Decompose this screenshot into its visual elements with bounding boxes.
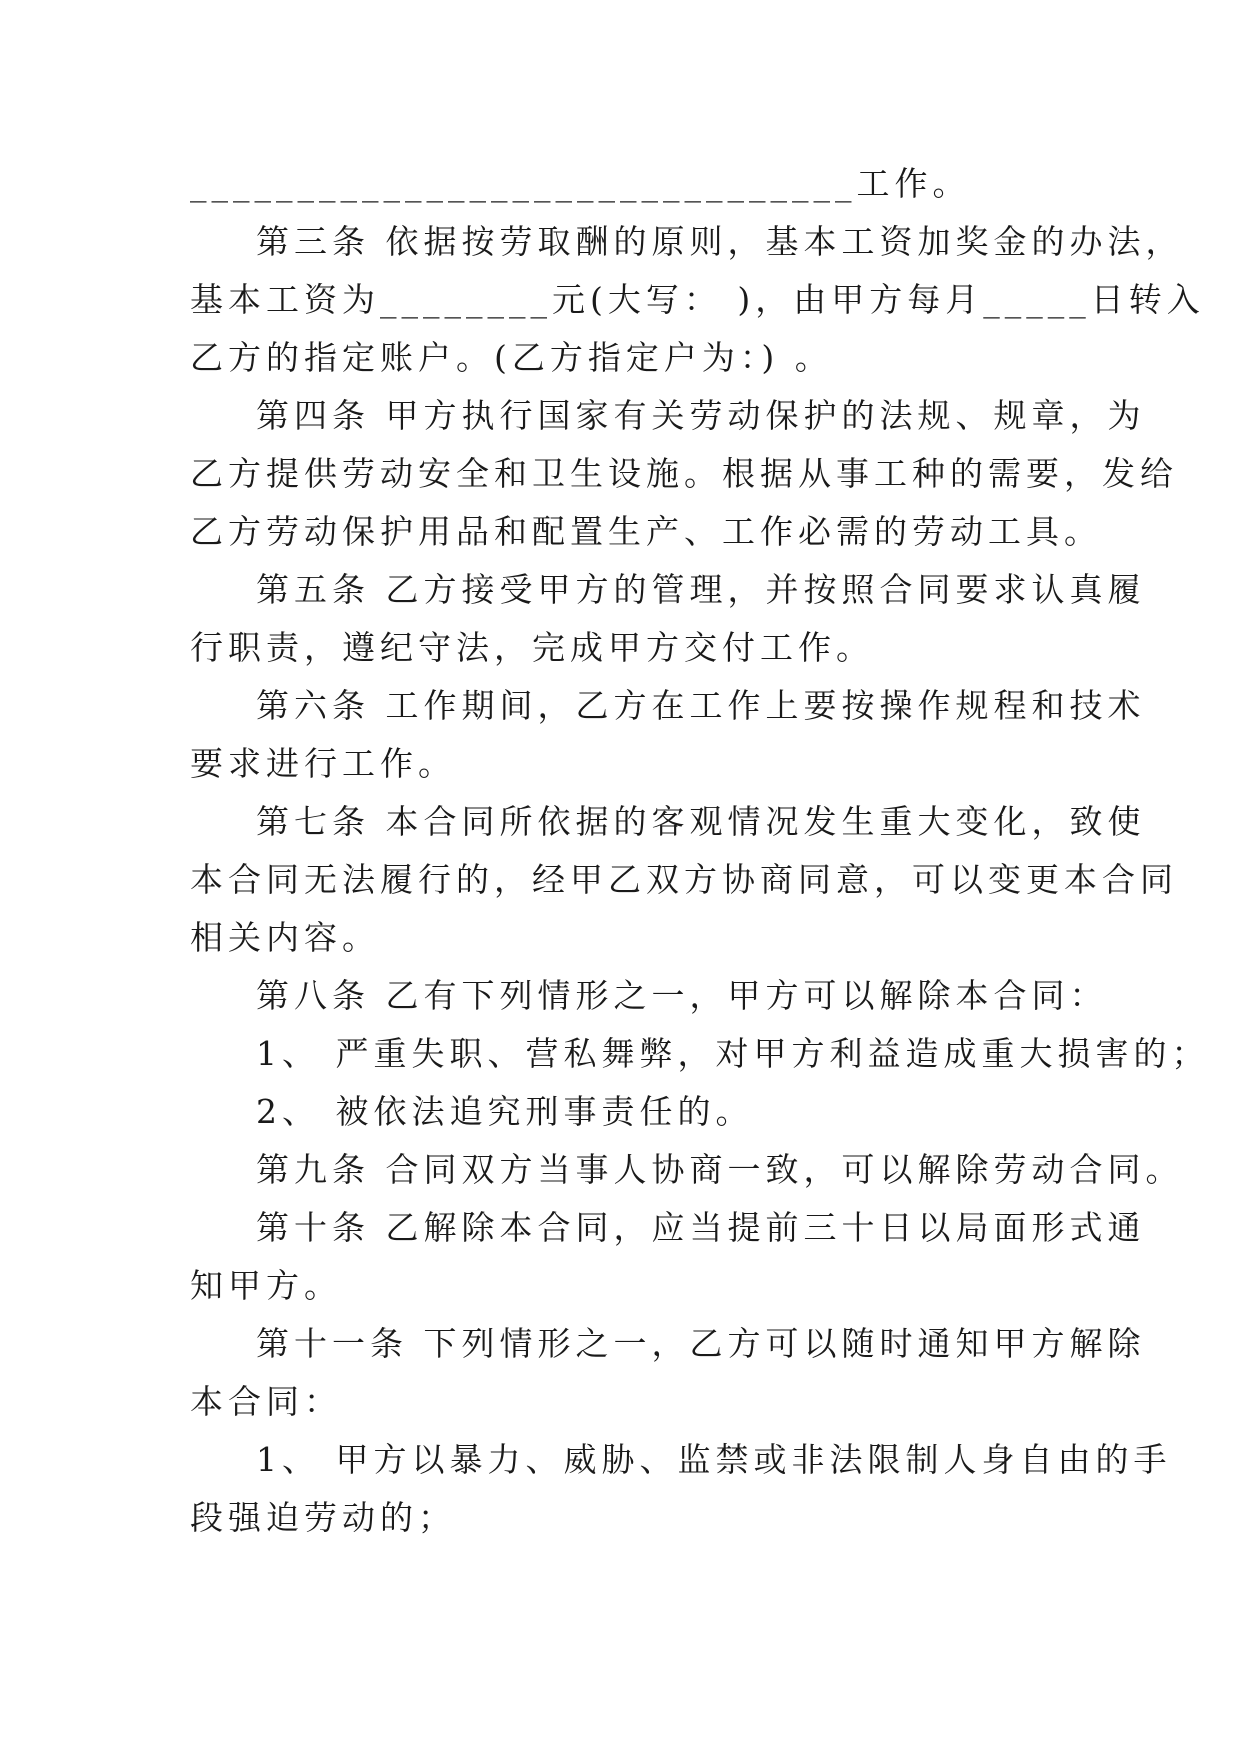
text-line: 第三条 依据按劳取酬的原则，基本工资加奖金的办法， xyxy=(256,222,1184,261)
text-line: 第九条 合同双方当事人协商一致，可以解除劳动合同。 xyxy=(256,1150,1184,1189)
text-line: 第七条 本合同所依据的客观情况发生重大变化，致使 xyxy=(256,802,1146,841)
document-body xyxy=(190,155,1210,1547)
text-line: 乙方的指定账户。(乙方指定户为：) 。 xyxy=(190,338,833,377)
text-line: 1、 甲方以暴力、威胁、监禁或非法限制人身自由的手 xyxy=(256,1440,1172,1479)
text-line: 乙方劳动保护用品和配置生产、工作必需的劳动工具。 xyxy=(190,512,1102,551)
text-line: 第十一条 下列情形之一，乙方可以随时通知甲方解除 xyxy=(256,1324,1146,1363)
text-line: 第四条 甲方执行国家有关劳动保护的法规、规章，为 xyxy=(256,396,1146,435)
text-line: 第六条 工作期间，乙方在工作上要按操作规程和技术 xyxy=(256,686,1146,725)
text-line: 2、 被依法追究刑事责任的。 xyxy=(256,1092,754,1131)
text-line: 乙方提供劳动安全和卫生设施。根据从事工种的需要，发给 xyxy=(190,454,1178,493)
text-line: 第八条 乙有下列情形之一，甲方可以解除本合同： xyxy=(256,976,1108,1015)
text-line: 基本工资为________元(大写： )，由甲方每月_____日转入 xyxy=(190,280,1205,319)
text-line: 本合同： xyxy=(190,1382,342,1421)
text-line: 知甲方。 xyxy=(190,1266,342,1305)
text-line: 第五条 乙方接受甲方的管理，并按照合同要求认真履 xyxy=(256,570,1146,609)
text-line: 相关内容。 xyxy=(190,918,380,957)
text-line: _______________________________工作。 xyxy=(190,164,971,203)
text-line: 行职责，遵纪守法，完成甲方交付工作。 xyxy=(190,628,874,667)
text-line: 要求进行工作。 xyxy=(190,744,456,783)
text-line: 段强迫劳动的； xyxy=(190,1498,456,1537)
text-line: 本合同无法履行的，经甲乙双方协商同意，可以变更本合同 xyxy=(190,860,1178,899)
text-line: 1、 严重失职、营私舞弊，对甲方利益造成重大损害的； xyxy=(256,1034,1210,1073)
text-line: 第十条 乙解除本合同，应当提前三十日以局面形式通 xyxy=(256,1208,1146,1247)
